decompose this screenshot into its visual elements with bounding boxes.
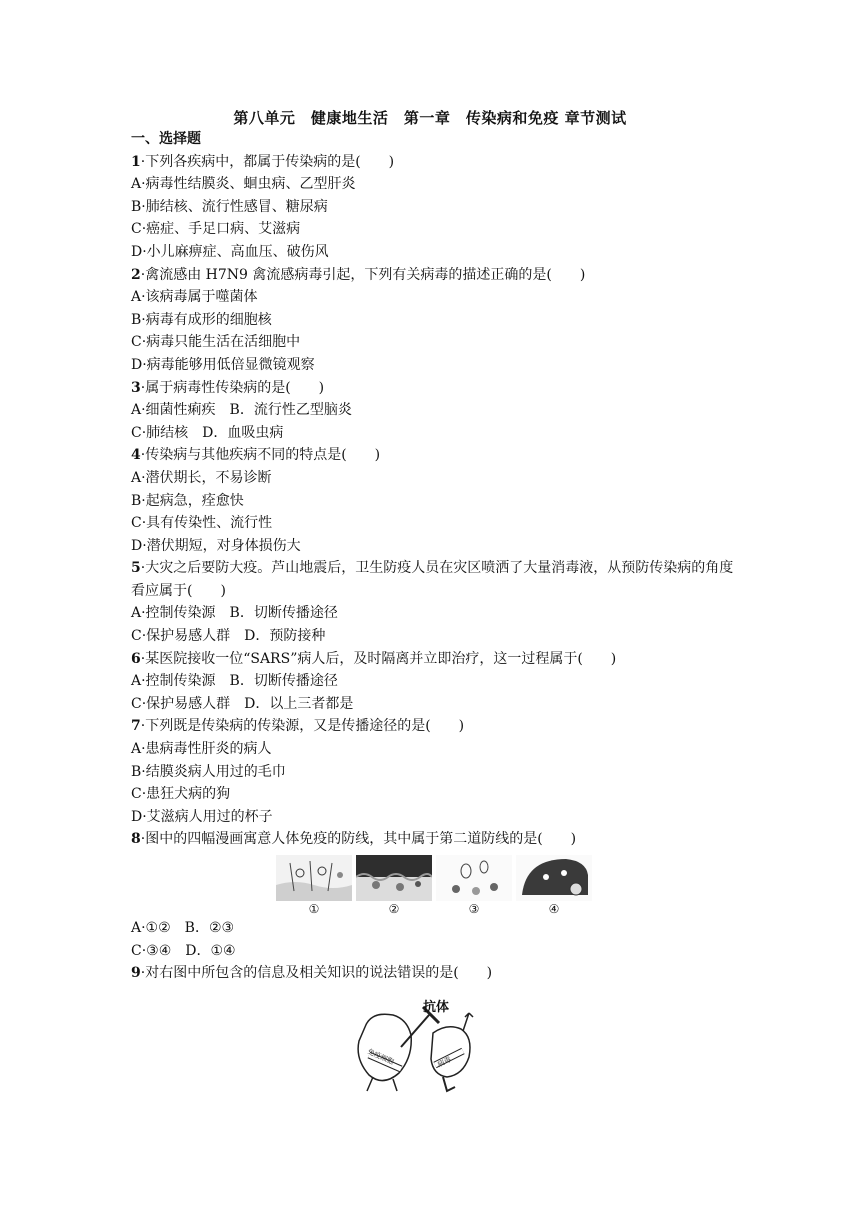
option: C·保护易感人群 D．以上三者都是: [131, 695, 354, 712]
option: B·结膜炎病人用过的毛巾: [131, 763, 286, 780]
figure-panel-3: [436, 855, 512, 917]
question-4-stem: 4·传染病与其他疾病不同的特点是( ): [131, 447, 381, 464]
section-heading: 一、选择题: [131, 131, 201, 147]
lysozyme-illustration: [436, 855, 512, 901]
question-6-stem: 6·某医院接收一位“SARS”病人后，及时隔离并立即治疗，这一过程属于( ): [131, 650, 617, 667]
phagocyte-illustration: [516, 855, 592, 901]
question-2-stem: 2·禽流感由 H7N9 禽流感病毒引起，下列有关病毒的描述正确的是( ): [131, 266, 586, 283]
page-title: 第八单元 健康地生活 第一章 传染病和免疫 章节测试: [233, 109, 627, 127]
option: A·该病毒属于噬菌体: [131, 289, 258, 306]
option: B·肺结核、流行性感冒、糖尿病: [131, 198, 328, 215]
figure-label: ④: [548, 902, 560, 916]
option: C·具有传染性、流行性: [131, 515, 273, 532]
figure-label: ③: [468, 902, 480, 916]
question-7-stem: 7·下列既是传染病的传染源，又是传播途径的是( ): [131, 718, 465, 735]
option: D·艾滋病人用过的杯子: [131, 808, 273, 825]
option: C·癌症、手足口病、艾滋病: [131, 221, 301, 238]
immune-defense-cartoon-figure: [276, 855, 741, 917]
antibody-virus-cartoon-figure: [351, 995, 491, 1095]
option: A·细菌性痢疾 B．流行性乙型脑炎: [131, 402, 352, 419]
option: A·控制传染源 B．切断传播途径: [131, 605, 338, 622]
option: D·病毒能够用低倍显微镜观察: [131, 356, 315, 373]
option: A·患病毒性肝炎的病人: [131, 741, 272, 758]
question-5-stem: 5·大灾之后要防大疫。芦山地震后，卫生防疫人员在灾区喷洒了大量消毒液，从预防传染病的角度看应属于( ): [131, 560, 734, 599]
sash-label: 免疫细胞: [366, 1047, 396, 1066]
option: C·患狂犬病的狗: [131, 786, 231, 803]
mucosa-barrier-illustration: [356, 855, 432, 901]
question-3-stem: 3·属于病毒性传染病的是( ): [131, 379, 325, 396]
option: A·①② B．②③: [131, 920, 235, 936]
figure-label: ②: [388, 902, 400, 916]
antibody-label: 抗体: [423, 999, 450, 1015]
question-9-stem: 9·对右图中所包含的信息及相关知识的说法错误的是( ): [131, 965, 493, 982]
question-1-stem: 1·下列各疾病中，都属于传染病的是( ): [131, 153, 395, 170]
skin-barrier-illustration: [276, 855, 352, 901]
question-list: [131, 128, 741, 1095]
figure-panel-2: [356, 855, 432, 917]
option: A·病毒性结膜炎、蛔虫病、乙型肝炎: [131, 176, 356, 193]
question-8-stem: 8·图中的四幅漫画寓意人体免疫的防线，其中属于第二道防线的是( ): [131, 831, 577, 848]
option: B·病毒有成形的细胞核: [131, 311, 272, 328]
option: A·潜伏期长，不易诊断: [131, 469, 272, 486]
option: A·控制传染源 B．切断传播途径: [131, 673, 338, 690]
option: C·保护易感人群 D．预防接种: [131, 628, 326, 645]
option: C·病毒只能生活在活细胞中: [131, 334, 301, 351]
option: D·潜伏期短，对身体损伤大: [131, 537, 301, 554]
sash-label: 病毒: [436, 1055, 453, 1069]
figure-label: ①: [308, 902, 320, 916]
figure-panel-4: [516, 855, 592, 917]
option: C·③④ D．①④: [131, 942, 236, 959]
option: C·肺结核 D．血吸虫病: [131, 424, 284, 441]
antibody-virus-illustration: [351, 995, 491, 1095]
option: B·起病急，痊愈快: [131, 492, 244, 509]
figure-panel-1: [276, 855, 352, 917]
option: D·小儿麻痹症、高血压、破伤风: [131, 243, 329, 260]
